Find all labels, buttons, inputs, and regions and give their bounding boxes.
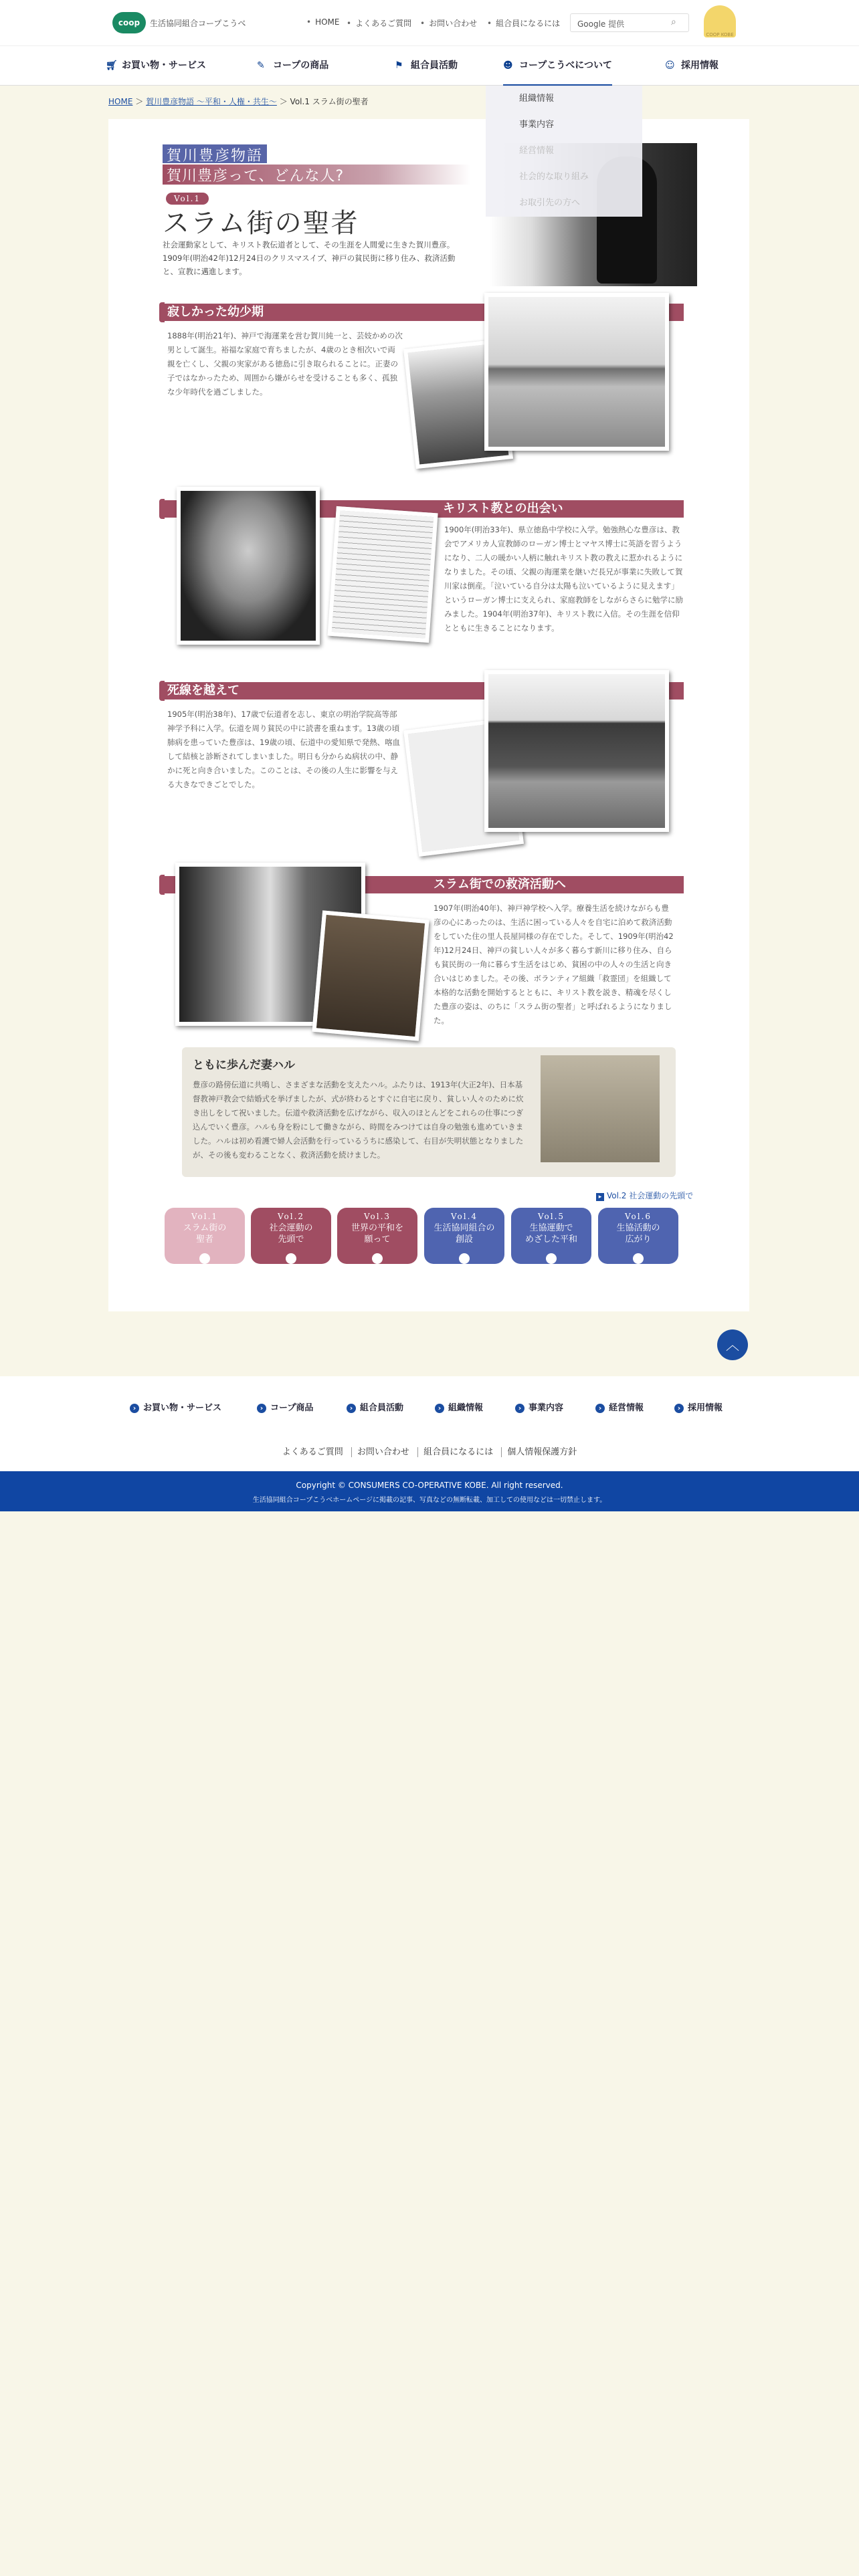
footer-link-join[interactable]: 組合員になるには	[417, 1447, 498, 1457]
circle-arrow-icon: ›	[286, 1253, 296, 1264]
breadcrumb: HOME ＞ 賀川豊彦物語 ～平和・人権・共生～ ＞ Vol.1 スラム街の聖者	[108, 97, 369, 106]
site-name[interactable]: 生活協同組合コープこうべ	[150, 19, 246, 28]
about-dropdown-menu	[486, 86, 642, 217]
vol-button-4[interactable]: Vol.4 生活協同組合の 創設 ›	[424, 1208, 504, 1264]
circle-arrow-icon: ›	[546, 1253, 557, 1264]
circle-arrow-icon: ›	[199, 1253, 210, 1264]
section-text: 1900年(明治33年)、県立徳島中学校に入学。勉強熱心な豊彦は、教会でアメリカ人宣教師のローガン博士とマヤス博士に英語を習うようになり、二人の暖かい人柄に触れキリスト教の教えに惹かれるようになりました。その頃、父親の海運業を継いだ長兄が事業に失敗して賀川家は倒産。「泣いている自分は太陽も泣いているように見えます」というローガン博士に支えられ、家庭教師をしながらさらに勉学に励みました。1904年(明治37年)、キリスト教に入信。その生涯を信仰とともに生きることになります。	[444, 525, 683, 633]
haru-box	[182, 1047, 676, 1177]
series-subtitle: 賀川豊彦って、どんな人?	[163, 165, 470, 185]
scroll-top-button[interactable]	[717, 1329, 748, 1360]
dropdown-item-partners[interactable]: お取引先の方へ	[519, 198, 581, 208]
search-icon[interactable]: ⌕	[671, 17, 676, 27]
people-icon: ☻	[503, 60, 513, 71]
vol-button-3[interactable]: Vol.3 世界の平和を 願って ›	[337, 1208, 417, 1264]
nav-label: コープこうべについて	[519, 60, 613, 71]
section-text: 1888年(明治21年)、神戸で海運業を営む賀川純一と、芸妓かめの次男として誕生。裕福な家庭で育ちましたが、4歳のとき相次いで両親を亡くし、父親の実家がある徳島に引き取られることに。正妻の子ではなかったため、周囲から嫌がらせを受けることも多く、孤独な少年時代を過ごしました。	[167, 331, 403, 397]
person-icon: ☺	[665, 60, 675, 71]
chevron-up-icon: ︿	[726, 1337, 739, 1353]
footer-link-contact[interactable]: お問い合わせ	[351, 1447, 415, 1457]
dropdown-item-org[interactable]: 組織情報	[519, 94, 555, 104]
footer-link-faq[interactable]: よくあるご質問	[282, 1447, 343, 1457]
nav-label: お買い物・サービス	[122, 60, 206, 71]
vol-badge: Vol.1	[166, 193, 209, 205]
page-title: スラム街の聖者	[163, 208, 359, 239]
haru-title: ともに歩んだ妻ハル	[193, 1059, 295, 1072]
footer-links	[0, 1444, 859, 1457]
vol-button-2[interactable]: Vol.2 社会運動の 先頭で ›	[251, 1208, 331, 1264]
vol-button-5[interactable]: Vol.5 生協運動で めざした平和 ›	[511, 1208, 591, 1264]
footer-nav-products[interactable]: › コープ商品	[257, 1400, 313, 1413]
footer-nav-org[interactable]: › 組織情報	[435, 1400, 483, 1413]
nav-item-activities[interactable]	[395, 58, 458, 74]
nav-item-products[interactable]	[257, 58, 328, 74]
footer-nav-recruit[interactable]: › 採用情報	[674, 1400, 723, 1413]
vol-label: 生協運動で めざした平和	[524, 1223, 577, 1245]
nav-label: 組合員活動	[411, 60, 458, 71]
util-link-contact[interactable]: • お問い合わせ	[420, 17, 477, 29]
vol-button-1[interactable]: Vol.1 スラム街の 聖者 ›	[165, 1208, 245, 1264]
vol-label: 社会運動の 先頭で	[269, 1223, 313, 1245]
circle-arrow-icon: ›	[633, 1253, 644, 1264]
nav-item-shopping[interactable]	[106, 58, 206, 74]
vol-button-6[interactable]: Vol.6 生協活動の 広がり ›	[598, 1208, 678, 1264]
section-heading: キリスト教との出会い	[443, 502, 563, 516]
vol-label: 世界の平和を 願って	[351, 1223, 403, 1245]
footer-link-privacy[interactable]: 個人情報保護方針	[501, 1447, 582, 1457]
grade-sheet-photo	[327, 506, 438, 643]
coop-logo[interactable]: coop	[112, 12, 146, 33]
nav-label: コープの商品	[273, 60, 329, 71]
footer-nav-management[interactable]: › 経営情報	[595, 1400, 644, 1413]
vol-label: 生協活動の 広がり	[616, 1223, 660, 1245]
series-title: 賀川豊彦物語	[163, 144, 267, 163]
children-photo	[312, 910, 429, 1041]
nav-label: 採用情報	[681, 60, 719, 71]
section-text: 1905年(明治38年)、17歳で伝道者を志し、東京の明治学院高等部神学予科に入学。伝道を周り貧民の中に読書を重ねます。13歳の頃肺病を患っていた豊彦は、19歳の頃、伝道中の愛知県で発熱、喀血して結核と診断されてしまいました。明日も分からぬ病状の中、静かに死と向き合いました。このことは、その後の人生に影響を与える大きなできごとでした。	[167, 710, 401, 789]
circle-arrow-icon: ›	[372, 1253, 383, 1264]
top-header	[0, 0, 859, 45]
section-heading: 寂しかった幼少期	[167, 305, 264, 319]
footer-nav-business[interactable]: › 事業内容	[515, 1400, 563, 1413]
river-photo	[484, 293, 669, 451]
breadcrumb-parent[interactable]: 賀川豊彦物語 ～平和・人権・共生～	[146, 97, 277, 106]
next-vol-link[interactable]: ▸ Vol.2 社会運動の先頭で	[596, 1190, 693, 1201]
couple-photo	[541, 1055, 660, 1162]
student-photo	[177, 487, 320, 645]
search-input[interactable]	[570, 13, 689, 32]
dropdown-item-social[interactable]: 社会的な取り組み	[519, 172, 589, 182]
search-provider-label: Google 提供	[577, 19, 625, 29]
haru-text: 豊彦の路傍伝道に共鳴し、さまざまな活動を支えたハル。ふたりは、1913年(大正2年)、日本基督教神戸教会で結婚式を挙げましたが、式が終わるとすぐに自宅に戻り、貧しい人々のために炊き出しをして祝いました。伝道や救済活動を広げながら、収入のほとんどをこれらの仕事につぎ込んでいく豊彦。ハルも身を粉にして働きながら、時間をみつけては自身の勉強も進めていきました。ハルは初め看護で婦人会活動を行っているうちに感染して、右目が失明状態となりましたが、その後も変わることなく、救済活動を続けました。	[193, 1080, 524, 1160]
util-link-join[interactable]: • 組合員になるには	[487, 17, 560, 29]
flag-icon: ⚑	[395, 60, 403, 71]
section-heading: スラム街での救済活動へ	[434, 877, 566, 891]
lead-text: 社会運動家として、キリスト教伝道者として、その生涯を人間愛に生きた賀川豊彦。1909年(明治42年)12月24日のクリスマスイブ、神戸の貧民街に移り住み、救済活動と、宣教に邁進します。	[163, 240, 456, 276]
dropdown-item-business[interactable]: 事業内容	[519, 120, 555, 130]
leaf-icon: ✎	[257, 60, 265, 71]
copyright-text: Copyright © CONSUMERS CO-OPERATIVE KOBE. All right reserved.	[296, 1481, 563, 1490]
section-text: 1907年(明治40年)、神戸神学校へ入学。療養生活を続けながらも豊彦の心にあったのは、生活に困っている人々を自宅に泊めて救済活動をしていた住の里人長屋同様の存在でした。そして、1909年(明治42年)12月24日、神戸の貧しい人々が多く暮らす新川に移り住み、自らも貧民街の一角に暮らす生活をはじめ、貧困の中の人々の生活と向き合いはじめました。その後、ボランティア組織「救霊団」を組織して本格的な活動を開始するとともに、キリスト教を説き、精魂を尽くした豊彦の姿は、のちに「スラム街の聖者」と呼ばれるようになりました。	[434, 903, 674, 1025]
school-photo	[484, 670, 669, 832]
util-link-home[interactable]: • HOME	[306, 17, 339, 27]
section-heading: 死線を越えて	[167, 683, 240, 697]
copyright-notice: 生活協同組合コープこうべホームページに掲載の記事、写真などの無断転載、加工しての使用などは一切禁止します。	[252, 1497, 607, 1504]
breadcrumb-current: Vol.1 スラム街の聖者	[290, 97, 369, 106]
global-nav	[0, 45, 859, 86]
circle-arrow-icon: ›	[459, 1253, 470, 1264]
footer-nav-shopping[interactable]: › お買い物・サービス	[130, 1400, 221, 1413]
nav-item-recruit[interactable]	[665, 58, 719, 74]
cart-icon: 🛒︎	[106, 60, 118, 71]
breadcrumb-home[interactable]: HOME	[108, 97, 133, 106]
copyright-bar	[0, 1471, 859, 1511]
heart-logo-text: COOP KOBE	[706, 32, 734, 37]
footer-nav-activities[interactable]: › 組合員活動	[347, 1400, 403, 1413]
nav-item-about[interactable]	[503, 58, 612, 86]
util-link-faq[interactable]: • よくあるご質問	[347, 17, 411, 29]
vol-label: 生活協同組合の 創設	[434, 1223, 495, 1245]
dropdown-item-management[interactable]: 経営情報	[519, 146, 555, 156]
vol-label: スラム街の 聖者	[183, 1223, 227, 1245]
